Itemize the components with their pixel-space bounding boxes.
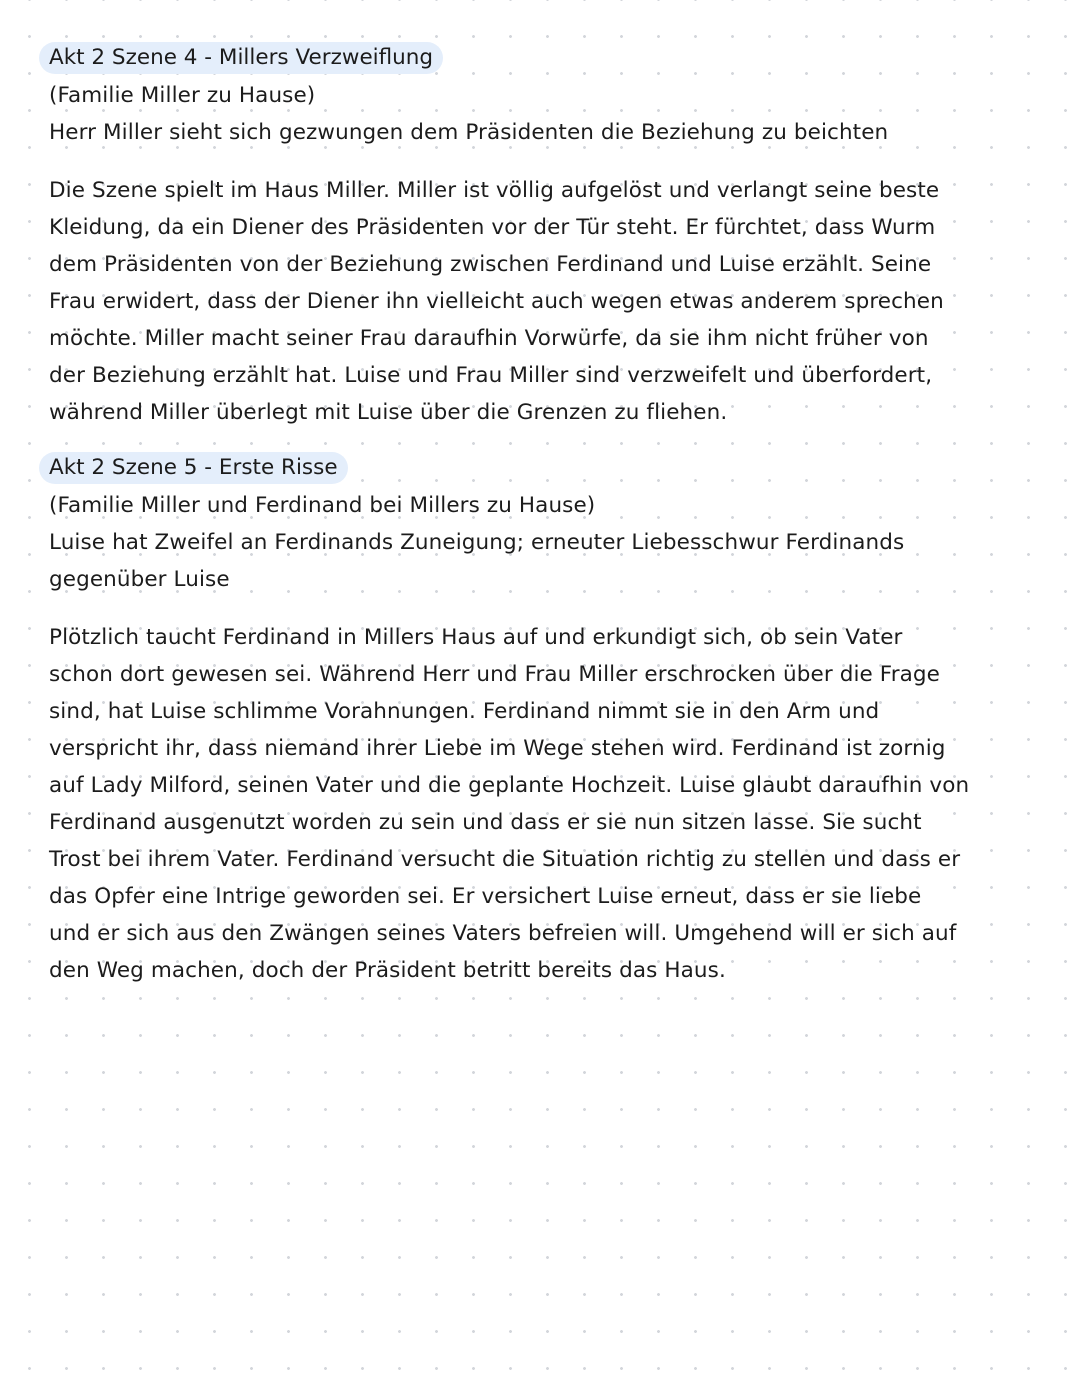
paragraph-line: sind, hat Luise schlimme Vorahnungen. Ferdinand nimmt sie in den Arm und <box>49 699 880 724</box>
paragraph-line: Plötzlich taucht Ferdinand in Millers Haus auf und erkundigt sich, ob sein Vater <box>49 625 903 650</box>
scene-paragraph <box>49 619 1049 989</box>
scene-section-akt2-szene5 <box>49 450 1049 989</box>
paragraph-line: während Miller überlegt mit Luise über die Grenzen zu fliehen. <box>49 400 728 425</box>
paragraph-line: den Weg machen, doch der Präsident betritt bereits das Haus. <box>49 958 726 983</box>
paragraph-line: schon dort gewesen sei. Während Herr und Frau Miller erschrocken über die Frage <box>49 662 940 687</box>
paragraph-line: der Beziehung erzählt hat. Luise und Frau Miller sind verzweifelt und überfordert, <box>49 363 933 388</box>
paragraph-line: dem Präsidenten von der Beziehung zwischen Ferdinand und Luise erzählt. Seine <box>49 252 932 277</box>
paragraph-line: auf Lady Milford, seinen Vater und die geplante Hochzeit. Luise glaubt daraufhin von <box>49 773 970 798</box>
scene-section-akt2-szene4 <box>49 40 1049 431</box>
scene-setting: (Familie Miller und Ferdinand bei Millers zu Hause) <box>49 493 596 518</box>
scene-summary-line: Herr Miller sieht sich gezwungen dem Präsidenten die Beziehung zu beichten <box>49 120 889 145</box>
paragraph-line: Ferdinand ausgenutzt worden zu sein und dass er sie nun sitzen lasse. Sie sucht <box>49 810 922 835</box>
scene-summary-line: Luise hat Zweifel an Ferdinands Zuneigung; erneuter Liebesschwur Ferdinands <box>49 530 905 555</box>
paragraph-line: Trost bei ihrem Vater. Ferdinand versucht die Situation richtig zu stellen und dass er <box>49 847 961 872</box>
scene-setting: (Familie Miller zu Hause) <box>49 83 316 108</box>
paragraph-line: Kleidung, da ein Diener des Präsidenten vor der Tür steht. Er fürchtet, dass Wurm <box>49 215 936 240</box>
paragraph-line: Die Szene spielt im Haus Miller. Miller ist völlig aufgelöst und verlangt seine beste <box>49 178 940 203</box>
paragraph-line: und er sich aus den Zwängen seines Vaters befreien will. Umgehend will er sich auf <box>49 921 957 946</box>
paragraph-line: Frau erwidert, dass der Diener ihn vielleicht auch wegen etwas anderem sprechen <box>49 289 944 314</box>
scene-paragraph <box>49 172 1049 431</box>
scene-summary-line: gegenüber Luise <box>49 567 230 592</box>
scene-heading: Akt 2 Szene 5 - Erste Risse <box>39 452 348 484</box>
paragraph-line: das Opfer eine Intrige geworden sei. Er versichert Luise erneut, dass er sie liebe <box>49 884 922 909</box>
scene-heading: Akt 2 Szene 4 - Millers Verzweiflung <box>39 42 443 74</box>
paragraph-line: möchte. Miller macht seiner Frau daraufhin Vorwürfe, da sie ihm nicht früher von <box>49 326 929 351</box>
paragraph-line: verspricht ihr, dass niemand ihrer Liebe im Wege stehen wird. Ferdinand ist zornig <box>49 736 946 761</box>
